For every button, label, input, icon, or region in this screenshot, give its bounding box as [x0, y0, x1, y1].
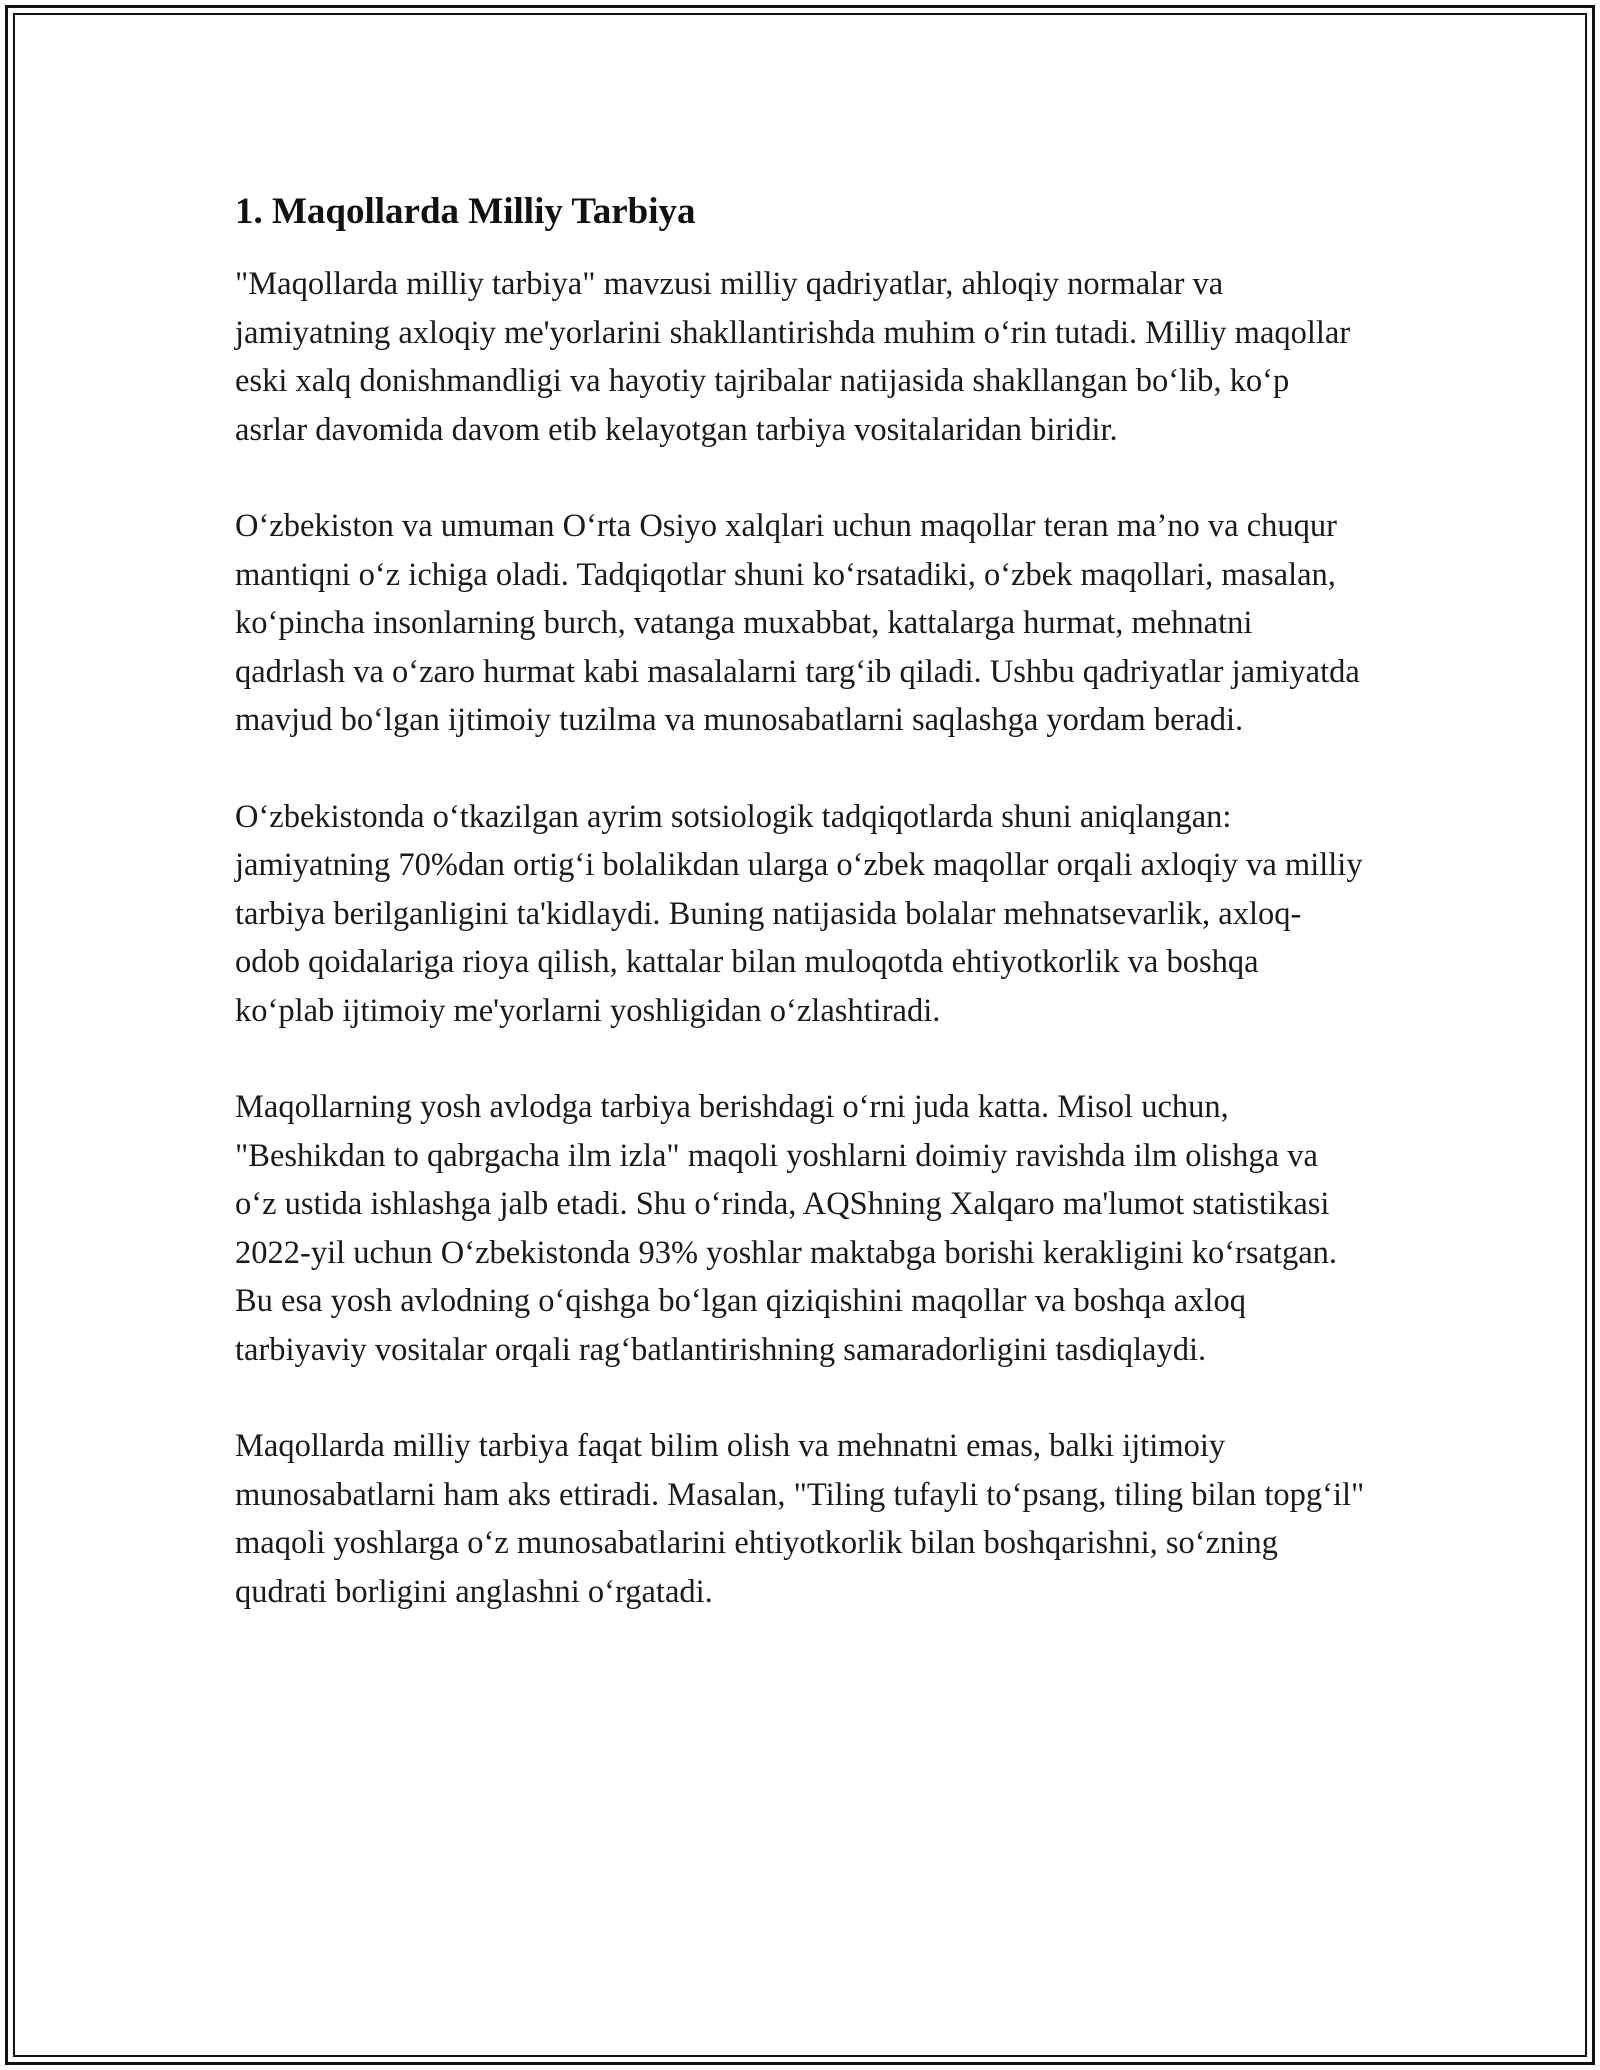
paragraph-youth-education: Maqollarning yosh avlodga tarbiya berishdagi o‘rni juda katta. Misol uchun, "Beshikdan to qabrgacha ilm izla" maqoli yoshlarni doimiy ravishda ilm olishga va o‘z ustida ishlashga jalb etadi. Shu o‘rinda, AQShning Xalqaro ma'lumot statistikasi 2022-yil uchun O‘zbekistonda 93% yoshlar maktabga borishi kerakligini ko‘rsatgan. Bu esa yosh avlodning o‘qishga bo‘lgan qiziqishini maqollar va boshqa axloq tarbiyaviy vositalar orqali rag‘batlantirishning samaradorligini tasdiqlaydi. [235, 1089, 1338, 1368]
paragraph-central-asia: O‘zbekiston va umuman O‘rta Osiyo xalqlari uchun maqollar teran ma’no va chuqur mantiqni o‘z ichiga oladi. Tadqiqotlar shuni ko‘rsatadiki, o‘zbek maqollari, masalan, ko‘pincha insonlarning burch, vatanga muxabbat, kattalarga hurmat, mehnatni qadrlash va o‘zaro hurmat kabi masalalarni targ‘ib qiladi. Ushbu qadriyatlar jamiyatda mavjud bo‘lgan ijtimoiy tuzilma va munosabatlarni saqlashga yordam beradi. [235, 508, 1360, 738]
document-body [235, 188, 1365, 1664]
paragraph-sociological-research: O‘zbekistonda o‘tkazilgan ayrim sotsiologik tadqiqotlarda shuni aniqlangan: jamiyatning 70%dan ortig‘i bolalikdan ularga o‘zbek maqollar orqali axloqiy va milliy tarbiya berilganligini ta'kidlaydi. Buning natijasida bolalar mehnatsevarlik, axloq-odob qoidalariga rioya qilish, kattalar bilan muloqotda ehtiyotkorlik va boshqa ko‘plab ijtimoiy me'yorlarni yoshligidan o‘zlashtiradi. [235, 798, 1363, 1029]
page-title: 1. Maqollarda Milliy Tarbiya [235, 191, 696, 232]
paragraph-social-relations: Maqollarda milliy tarbiya faqat bilim olish va mehnatni emas, balki ijtimoiy munosabatlarni ham aks ettiradi. Masalan, "Tiling tufayli to‘psang, tiling bilan topg‘il" maqoli yoshlarga o‘z munosabatlarini ehtiyotkorlik bilan boshqarishni, so‘zning qudrati borligini anglashni o‘rgatadi. [235, 1428, 1365, 1610]
paragraph-intro: "Maqollarda milliy tarbiya" mavzusi milliy qadriyatlar, ahloqiy normalar va jamiyatning axloqiy me'yorlarini shakllantirishda muhim o‘rin tutadi. Milliy maqollar eski xalq donishmandligi va hayotiy tajribalar natijasida shakllangan bo‘lib, ko‘p asrlar davomida davom etib kelayotgan tarbiya vositalaridan biridir. [235, 266, 1351, 448]
